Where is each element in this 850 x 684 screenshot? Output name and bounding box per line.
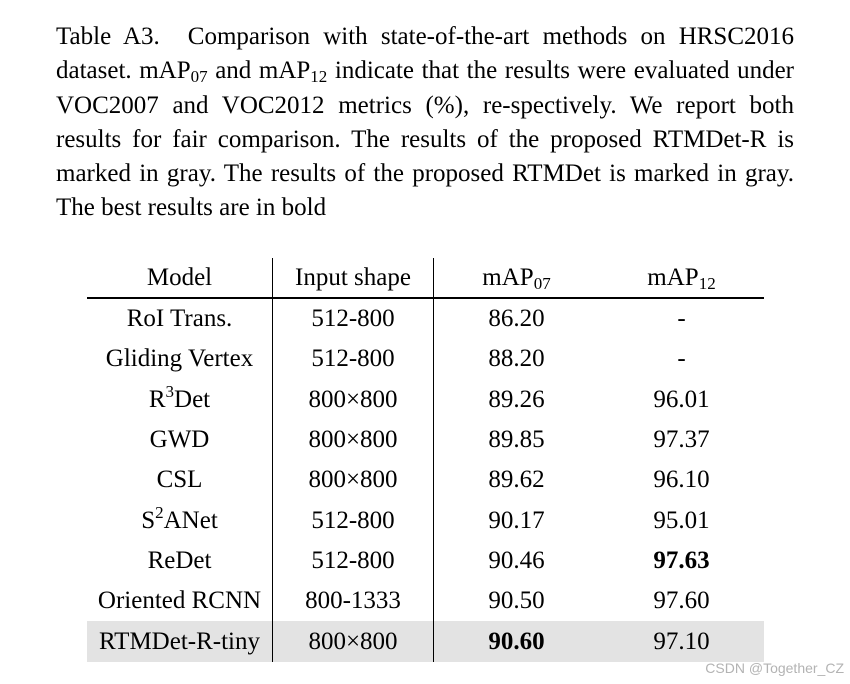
caption-sub-07: 07 — [190, 67, 208, 87]
header-row — [87, 258, 764, 298]
cell-map12: 95.01 — [653, 506, 710, 534]
cell-map12: 97.10 — [599, 621, 764, 661]
table-row — [87, 541, 764, 581]
watermark: CSDN @Together_CZ — [705, 660, 844, 676]
cell-map12: 97.37 — [653, 426, 710, 454]
header-map07-sub: 07 — [533, 273, 551, 293]
header-map07 — [434, 258, 600, 298]
cell-model: CSL — [87, 460, 273, 500]
table-caption — [56, 20, 794, 226]
cell-model: ReDet — [87, 541, 273, 581]
caption-label: Table A3. — [56, 23, 160, 50]
cell-map07: 86.20 — [488, 305, 545, 333]
header-map12-base: mAP — [647, 263, 699, 291]
table-row — [87, 581, 764, 621]
cell-model: Oriented RCNN — [87, 581, 273, 621]
cell-map07: 90.17 — [488, 506, 545, 534]
table-row-highlighted — [87, 621, 764, 661]
cell-map12: 96.10 — [653, 466, 710, 494]
comparison-table — [87, 258, 764, 662]
comparison-table-wrapper — [87, 258, 764, 662]
cell-input-shape: 512-800 — [273, 339, 434, 379]
cell-model-sup: 2 — [155, 502, 164, 522]
cell-input-shape: 512-800 — [273, 541, 434, 581]
cell-map12: 97.60 — [653, 587, 710, 615]
cell-map12: - — [677, 305, 686, 333]
caption-text-3: indicate that the results were evaluated under VOC2007 and VOC2012 metrics (%), re-spectively. We report both results for fair comparison. The results of the proposed RTMDet-R is marked in gray. The results of the proposed RTMDet is marked in gray. The best results are in bold — [56, 57, 794, 222]
cell-map07-best: 90.60 — [434, 621, 600, 661]
cell-map07: 90.50 — [488, 587, 545, 615]
cell-map07: 90.46 — [488, 546, 545, 574]
cell-model: GWD — [87, 420, 273, 460]
cell-map07: 88.20 — [488, 345, 545, 373]
cell-model-base: R — [148, 385, 166, 413]
table-row — [87, 500, 764, 540]
header-map12-sub: 12 — [698, 273, 716, 293]
cell-input-shape: 800×800 — [273, 420, 434, 460]
cell-input-shape: 512-800 — [273, 298, 434, 339]
cell-input-shape: 800×800 — [273, 380, 434, 420]
cell-map07: 89.85 — [488, 426, 545, 454]
cell-model — [87, 500, 273, 540]
table-row — [87, 380, 764, 420]
cell-map07: 89.62 — [488, 466, 545, 494]
cell-map12: 96.01 — [653, 385, 710, 413]
cell-map12: - — [677, 345, 686, 373]
cell-map12-best: 97.63 — [653, 546, 710, 574]
cell-input-shape: 512-800 — [273, 500, 434, 540]
cell-input-shape: 800×800 — [273, 621, 434, 661]
cell-model — [87, 380, 273, 420]
cell-model-rest: ANet — [163, 506, 218, 534]
caption-sub-12: 12 — [310, 67, 328, 87]
cell-map07: 89.26 — [488, 385, 545, 413]
header-map07-base: mAP — [482, 263, 534, 291]
header-input-shape: Input shape — [273, 258, 434, 298]
caption-text-1: Comparison with state-of-the-art methods on HRSC2016 dataset. mAP — [56, 23, 794, 85]
caption-text-2: and mAP — [207, 57, 311, 85]
cell-model-base: S — [141, 506, 156, 534]
cell-model: RoI Trans. — [87, 298, 273, 339]
header-model: Model — [87, 258, 273, 298]
cell-model-rest: Det — [174, 385, 211, 413]
table-row — [87, 420, 764, 460]
table-row — [87, 298, 764, 339]
cell-model: Gliding Vertex — [87, 339, 273, 379]
header-map12 — [599, 258, 764, 298]
cell-model: RTMDet-R-tiny — [87, 621, 273, 661]
cell-model-sup: 3 — [165, 381, 175, 401]
table-row — [87, 339, 764, 379]
table-row — [87, 460, 764, 500]
cell-input-shape: 800×800 — [273, 460, 434, 500]
cell-input-shape: 800-1333 — [273, 581, 434, 621]
